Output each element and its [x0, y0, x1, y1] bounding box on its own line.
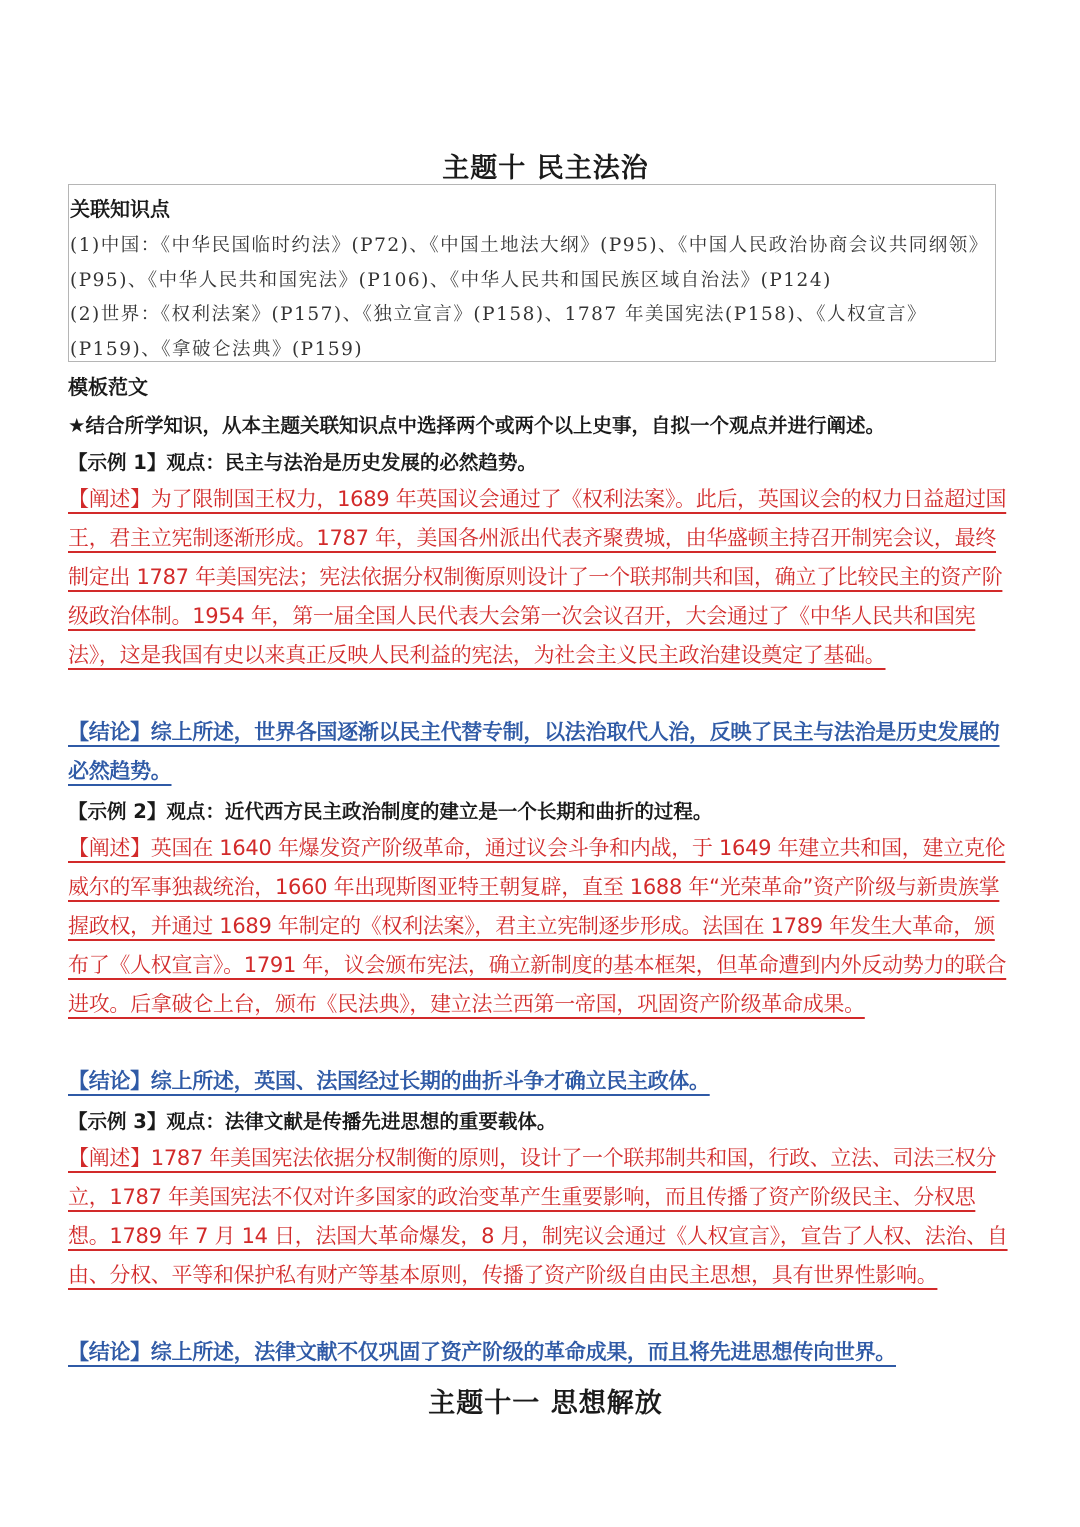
example-2-conclusion: [68, 1062, 1013, 1101]
example-1-conclusion-text: 【结论】综上所述，世界各国逐渐以民主代替专制，以法治取代人治，反映了民主与法治是历史发展的必然趋势。: [68, 720, 1000, 783]
knowledge-points-box: [68, 184, 996, 362]
knowledge-points-list: [70, 229, 995, 367]
template-prompt: ★结合所学知识，从本主题关联知识点中选择两个或两个以上史事，自拟一个观点并进行阐述。: [68, 414, 885, 437]
example-3-conclusion: [68, 1333, 1013, 1372]
example-1-elaboration: [68, 480, 1013, 675]
example-3-elaboration-text: 【阐述】1787 年美国宪法依据分权制衡的原则，设计了一个联邦制共和国，行政、立法、司法三权分立，1787 年美国宪法不仅对许多国家的政治变革产生重要影响，而且传播了资产阶级民主、分权思想。1789 年 7 月 14 日，法国大革命爆发，8 月，制宪议会通过《人权宣言》，宣告了人权、法治、自由、分权、平等和保护私有财产等基本原则，传播了资产阶级自由民主思想，具有世界性影响。: [68, 1146, 1008, 1287]
knowledge-points-heading: 关联知识点: [70, 197, 170, 221]
example-3-view: 【示例 3】观点：法律文献是传播先进思想的重要载体。: [68, 1110, 557, 1133]
example-2-elaboration: [68, 829, 1013, 1024]
example-2-elaboration-text: 【阐述】英国在 1640 年爆发资产阶级革命，通过议会斗争和内战，于 1649 年建立共和国，建立克伦威尔的军事独裁统治，1660 年出现斯图亚特王朝复辟，直至 1688 年“光荣革命”资产阶级与新贵族掌握政权，并通过 1689 年制定的《权利法案》，君主立宪制逐步形成。法国在 1789 年发生大革命，颁布了《人权宣言》。1791 年，议会颁布宪法，确立新制度的基本框架，但革命遭到内外反动势力的联合进攻。后拿破仑上台，颁布《民法典》，建立法兰西第一帝国，巩固资产阶级革命成果。: [68, 836, 1007, 1016]
example-1-elaboration-text: 【阐述】为了限制国王权力，1689 年英国议会通过了《权利法案》。此后，英国议会的权力日益超过国王，君主立宪制逐渐形成。1787 年，美国各州派出代表齐聚费城，由华盛顿主持召开制宪会议，最终制定出 1787 年美国宪法；宪法依据分权制衡原则设计了一个联邦制共和国，确立了比较民主的资产阶级政治体制。1954 年，第一届全国人民代表大会第一次会议召开，大会通过了《中华人民共和国宪法》，这是我国有史以来真正反映人民利益的宪法，为社会主义民主政治建设奠定了基础。: [68, 487, 1007, 667]
example-3-conclusion-text: 【结论】综上所述，法律文献不仅巩固了资产阶级的革命成果，而且将先进思想传向世界。: [68, 1340, 896, 1364]
example-2-view: 【示例 2】观点：近代西方民主政治制度的建立是一个长期和曲折的过程。: [68, 800, 713, 823]
page-title: 主题十 民主法治: [442, 153, 649, 184]
next-topic-title: 主题十一 思想解放: [428, 1388, 663, 1419]
template-heading: 模板范文: [68, 375, 148, 399]
example-1-conclusion: [68, 713, 1013, 791]
knowledge-points-china: (1)中国：《中华民国临时约法》(P72)、《中国土地法大纲》(P95)、《中国人民政治协商会议共同纲领》(P95)、《中华人民共和国宪法》(P106)、《中华人民共和国民族区域自治法》(P124): [70, 235, 989, 291]
example-2-conclusion-text: 【结论】综上所述，英国、法国经过长期的曲折斗争才确立民主政体。: [68, 1069, 710, 1093]
example-3-elaboration: [68, 1139, 1013, 1295]
knowledge-points-world: (2)世界：《权利法案》(P157)、《独立宣言》(P158)、1787 年美国宪法(P158)、《人权宣言》(P159)、《拿破仑法典》(P159): [70, 304, 928, 360]
example-1-view: 【示例 1】观点：民主与法治是历史发展的必然趋势。: [68, 451, 537, 474]
